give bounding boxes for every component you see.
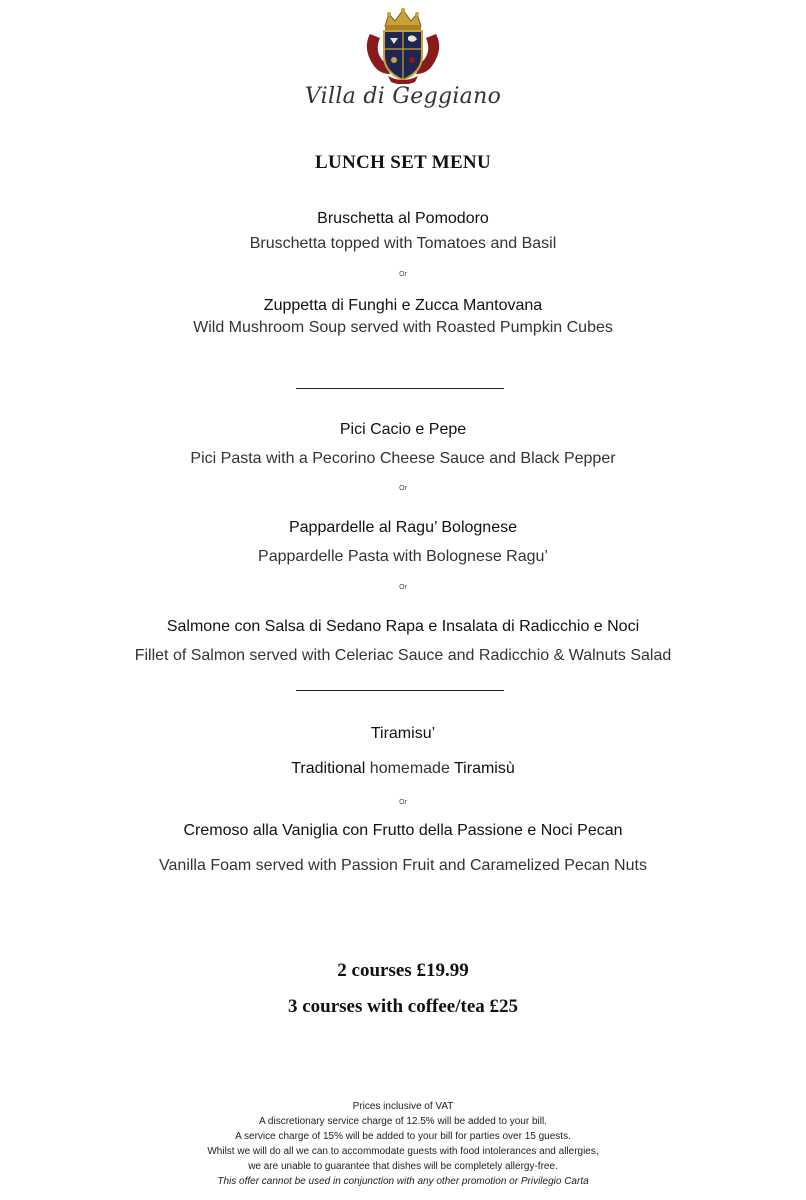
main-1-description: Pici Pasta with a Pecorino Cheese Sauce and Black Pepper xyxy=(190,450,616,467)
starter-1-description: Bruschetta topped with Tomatoes and Basil xyxy=(249,235,557,252)
footer-line: Whilst we will do all we can to accommodate guests with food intolerances and allergies, xyxy=(207,1146,599,1157)
dessert-1-desc-part: homemade xyxy=(369,760,450,777)
brand-name: Villa di Geggiano xyxy=(304,84,502,109)
main-3-description: Fillet of Salmon served with Celeriac Sauce and Radicchio & Walnuts Salad xyxy=(134,647,672,664)
dessert-1-description xyxy=(0,760,806,778)
dessert-1-name: Tiramisu’ xyxy=(370,725,436,742)
or-separator: Or xyxy=(399,485,407,492)
starter-2-description: Wild Mushroom Soup served with Roasted Pumpkin Cubes xyxy=(193,319,613,336)
dessert-2-name: Cremoso alla Vaniglia con Frutto della Passione e Noci Pecan xyxy=(183,822,623,839)
footer-line: A discretionary service charge of 12.5% will be added to your bill. xyxy=(259,1116,547,1127)
main-2-description: Pappardelle Pasta with Bolognese Ragu’ xyxy=(258,548,548,565)
or-separator: Or xyxy=(399,799,407,806)
section-divider xyxy=(296,388,504,389)
main-2-name: Pappardelle al Ragu’ Bolognese xyxy=(288,519,517,536)
starter-2-name: Zuppetta di Funghi e Zucca Mantovana xyxy=(263,297,543,314)
footer-line: we are unable to guarantee that dishes will be completely allergy-free. xyxy=(248,1161,558,1172)
footer-line: Prices inclusive of VAT xyxy=(352,1101,454,1112)
main-3-name: Salmone con Salsa di Sedano Rapa e Insalata di Radicchio e Noci xyxy=(166,618,640,635)
or-separator: Or xyxy=(399,584,407,591)
dessert-1-desc-part: Tiramisù xyxy=(454,760,515,777)
crest-icon xyxy=(360,4,446,84)
main-1-name: Pici Cacio e Pepe xyxy=(339,421,467,438)
price-two-courses: 2 courses £19.99 xyxy=(337,960,469,981)
or-separator: Or xyxy=(399,271,407,278)
header-logo xyxy=(0,0,806,130)
page-title: LUNCH SET MENU xyxy=(315,152,491,173)
dessert-1-desc-part: Traditional xyxy=(291,760,366,777)
footer-line: A service charge of 15% will be added to your bill for parties over 15 guests. xyxy=(235,1131,571,1142)
starter-1-name: Bruschetta al Pomodoro xyxy=(317,210,489,227)
footer-disclaimer: This offer cannot be used in conjunction with any other promotion or Privilegio Carta xyxy=(217,1176,589,1187)
section-divider xyxy=(296,690,504,691)
price-three-courses: 3 courses with coffee/tea £25 xyxy=(287,996,519,1017)
dessert-2-description: Vanilla Foam served with Passion Fruit and Caramelized Pecan Nuts xyxy=(159,857,647,874)
